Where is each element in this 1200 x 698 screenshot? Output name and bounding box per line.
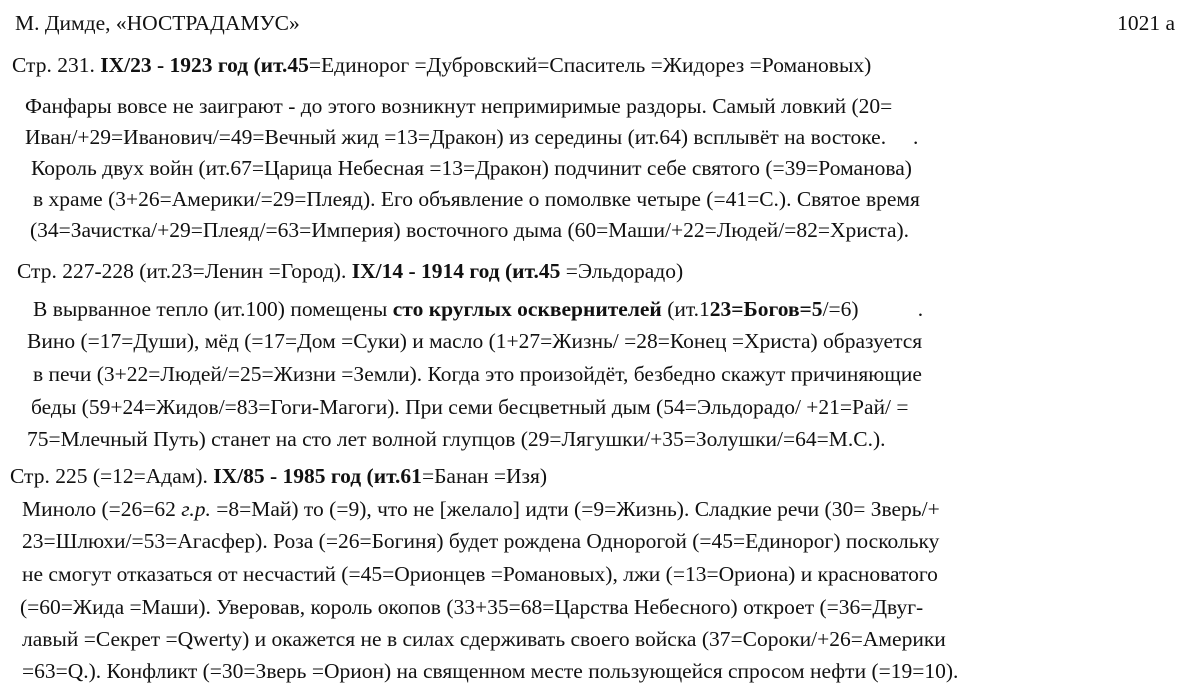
book-title: М. Димде, «НОСТРАДАМУС»	[15, 11, 300, 35]
section-3-reference: Стр. 225 (=12=Адам). IX/85 - 1985 год (ит.61=Банан =Изя)	[10, 464, 548, 488]
text-line: Иван/+29=Иванович/=49=Вечный жид =13=Дракон) из середины (ит.64) всплывёт на востоке. .	[25, 125, 919, 149]
section-1-reference: Стр. 231. IX/23 - 1923 год (ит.45=Единорог =Дубровский=Спаситель =Жидорез =Романовых)	[12, 53, 872, 77]
text-line: в печи (3+22=Людей/=25=Жизни =Земли). Когда это произойдёт, безбедно скажут причиняющие	[33, 362, 922, 386]
text-line: Фанфары вовсе не заиграют - до этого возникнут непримиримые раздоры. Самый ловкий (20=	[25, 94, 893, 118]
quatrain-label: IX/14 - 1914 год	[351, 259, 500, 283]
section-2-reference: Стр. 227-228 (ит.23=Ленин =Город). IX/14 - 1914 год (ит.45 =Эльдорадо)	[17, 259, 684, 283]
text-line: лавый =Секрет =Qwerty) и окажется не в силах сдерживать своего войска (37=Сороки/+26=Америки	[22, 627, 946, 651]
text-line: беды (59+24=Жидов/=83=Гоги-Магоги). При семи бесцветный дым (54=Эльдорадо/ +21=Рай/ =	[31, 395, 909, 419]
text-line: Король двух войн (ит.67=Царица Небесная =13=Дракон) подчинит себе святого (=39=Романова)	[31, 156, 912, 180]
text-line: В вырванное тепло (ит.100) помещены сто круглых осквернителей (ит.123=Богов=5/=6) .	[33, 297, 924, 321]
quatrain-label: IX/85 - 1985 год	[213, 464, 362, 488]
text-line: не смогут отказаться от несчастий (=45=Орионцев =Романовых), лжи (=13=Ориона) и красноватого	[22, 562, 938, 586]
page-number: 1021 a	[1117, 11, 1175, 35]
text-line: (=60=Жида =Маши). Уверовав, король окопов (33+35=68=Царства Небесного) откроет (=36=Двуг-	[20, 595, 924, 619]
text-line: 75=Млечный Путь) станет на сто лет волной глупцов (29=Лягушки/+35=Золушки/=64=М.С.).	[27, 427, 886, 451]
quatrain-label: IX/23 - 1923 год	[100, 53, 249, 77]
text-line: Вино (=17=Души), мёд (=17=Дом =Суки) и масло (1+27=Жизнь/ =28=Конец =Христа) образуется	[27, 329, 923, 353]
text-line: =63=Q.). Конфликт (=30=Зверь =Орион) на священном месте пользующейся спросом нефти (=19=10).	[22, 659, 959, 683]
it-label: ит.45	[260, 53, 309, 77]
text-line: Миноло (=26=62 г.р. =8=Май) то (=9), что не [желало] идти (=9=Жизнь). Сладкие речи (30= Зверь/+	[22, 497, 940, 521]
text-line: (34=Зачистка/+29=Плеяд/=63=Империя) восточного дыма (60=Маши/+22=Людей/=82=Христа).	[30, 218, 910, 242]
text-line: 23=Шлюхи/=53=Агасфер). Роза (=26=Богиня) будет рождена Однорогой (=45=Единорог) поскольку	[22, 529, 940, 553]
it-label: ит.61	[373, 464, 422, 488]
text-line: в храме (3+26=Америки/=29=Плеяд). Его объявление о помолвке четыре (=41=С.). Святое время	[33, 187, 920, 211]
it-label: ит.45	[512, 259, 561, 283]
